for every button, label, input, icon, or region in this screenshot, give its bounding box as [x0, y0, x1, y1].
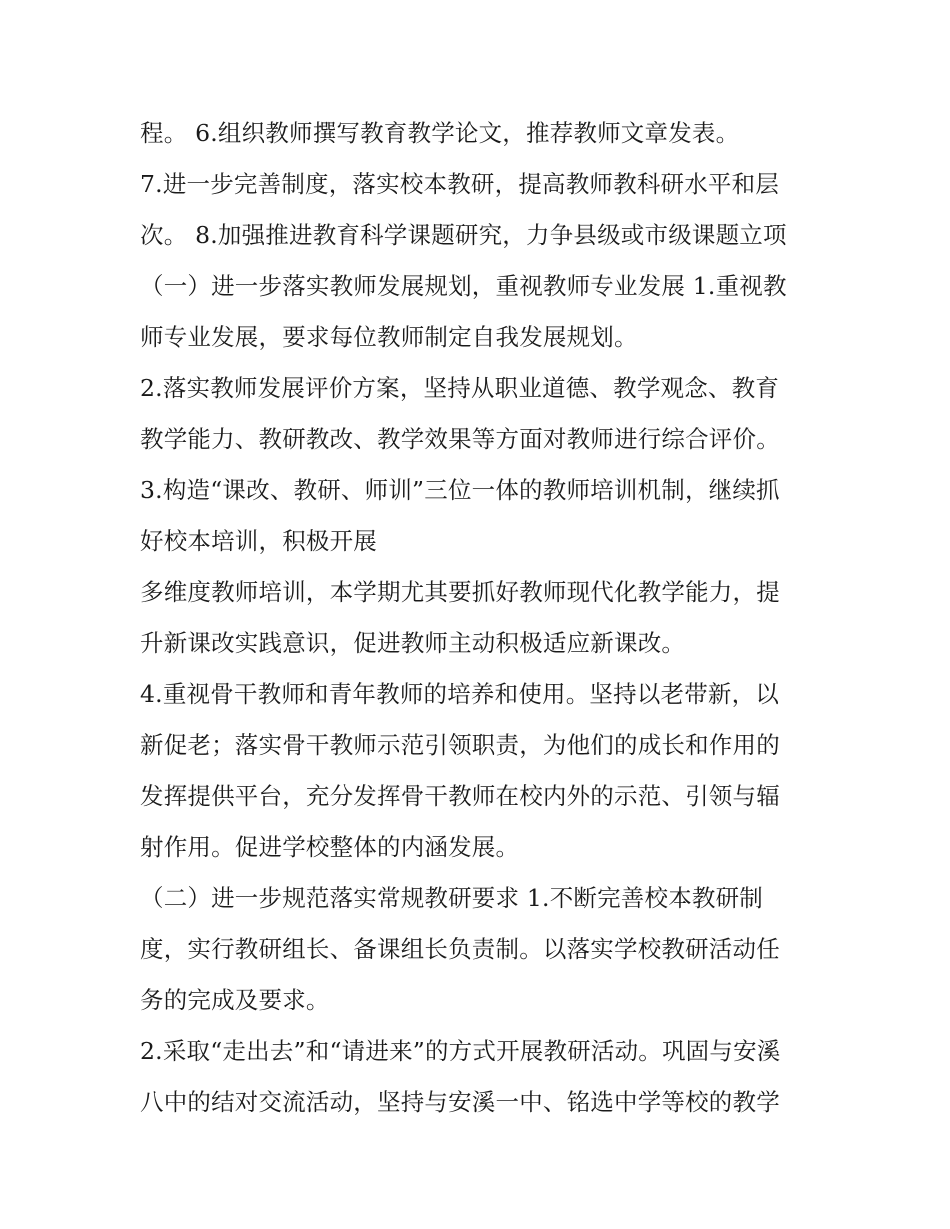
text-line: 八中的结对交流活动，坚持与安溪一中、铭选中学等校的教学: [140, 1088, 780, 1116]
text-line: 师专业发展，要求每位教师制定自我发展规划。: [140, 323, 638, 351]
text-line: 发挥提供平台，充分发挥骨干教师在校内外的示范、引领与辐: [140, 782, 780, 810]
text-line: 新促老；落实骨干教师示范引领职责，为他们的成长和作用的: [140, 731, 780, 759]
document-body: [140, 108, 830, 1128]
text-line: 射作用。促进学校整体的内涵发展。: [140, 833, 520, 861]
text-line: 升新课改实践意识，促进教师主动积极适应新课改。: [140, 629, 686, 657]
text-line: 2.采取“走出去”和“请进来”的方式开展教研活动。巩固与安溪: [140, 1037, 781, 1065]
text-line: 4.重视骨干教师和青年教师的培养和使用。坚持以老带新，以: [140, 680, 780, 708]
text-line: 度，实行教研组长、备课组长负责制。以落实学校教研活动任: [140, 935, 780, 963]
text-line: 好校本培训，积极开展: [140, 527, 377, 555]
text-line: （一）进一步落实教师发展规划，重视教师专业发展 1.重视教: [140, 272, 787, 300]
text-line: 3.构造“课改、教研、师训”三位一体的教师培训机制，继续抓: [140, 476, 780, 504]
text-line: 次。 8.加强推进教育科学课题研究，力争县级或市级课题立项: [140, 221, 787, 249]
text-line: （二）进一步规范落实常规教研要求 1.不断完善校本教研制: [140, 884, 763, 912]
text-line: 多维度教师培训，本学期尤其要抓好教师现代化教学能力，提: [140, 578, 780, 606]
text-line: 教学能力、教研教改、教学效果等方面对教师进行综合评价。: [140, 425, 780, 453]
text-line: 程。 6.组织教师撰写教育教学论文，推荐教师文章发表。: [140, 119, 740, 147]
text-line: 务的完成及要求。: [140, 986, 330, 1014]
text-line: 7.进一步完善制度，落实校本教研，提高教师教科研水平和层: [140, 170, 780, 198]
text-line: 2.落实教师发展评价方案，坚持从职业道德、教学观念、教育: [140, 374, 780, 402]
